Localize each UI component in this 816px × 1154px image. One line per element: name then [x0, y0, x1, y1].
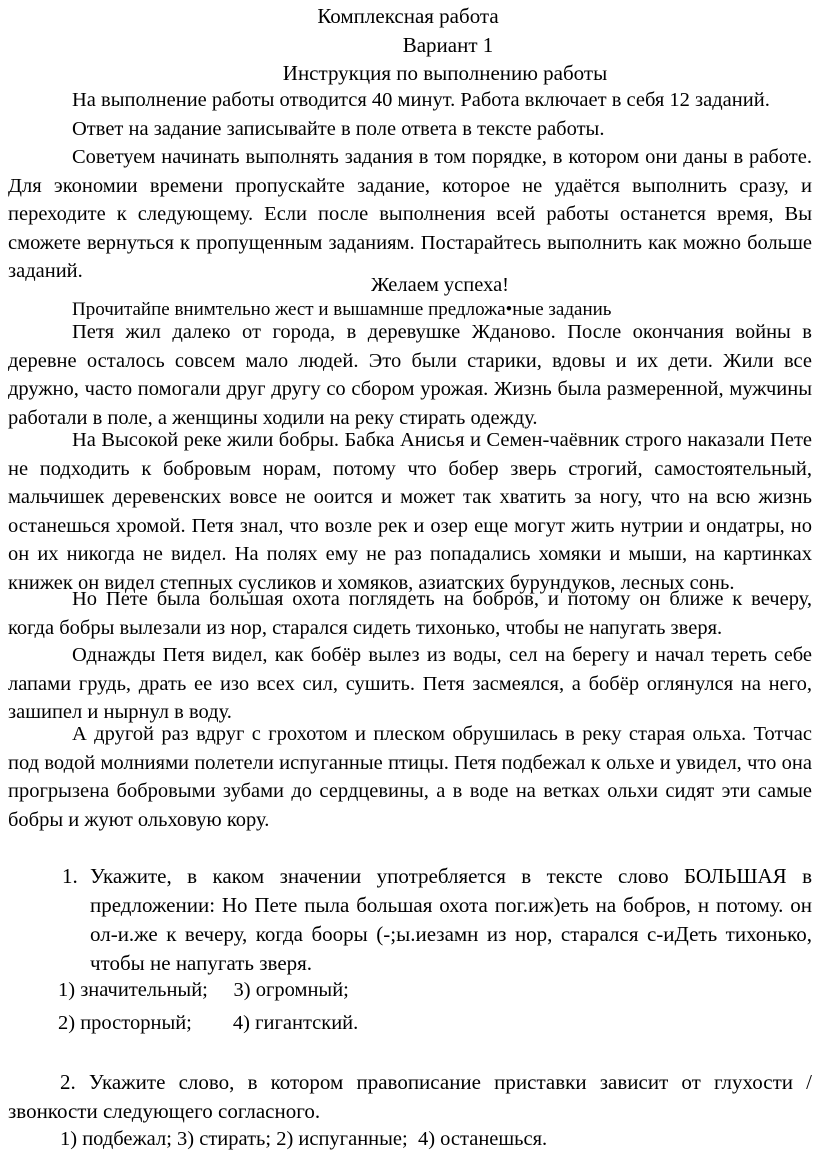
- question-1-text: Укажите, в каком значении употребляется в тексте слово БОЛЬШАЯ в предложении: Но Пете пыла большая охота пог.иж)еть на бобров, н потому. он ол-и.же к вечеру, когда бооры (-;ы.иезамн из нор, старался с-иДеть тихонько, чтобы не напугать зверя.: [90, 864, 812, 975]
- text-paragraph-3: Но Пете была большая охота поглядеть на бобров, и потому он ближе к вечеру, когда бобры вылезали из нор, старался сидеть тихонько, чтобы не напугать зверя.: [8, 588, 812, 639]
- question-1-number: 1.: [62, 864, 78, 888]
- task-prompt: Прочитайпе внимтельно жест и вышамнше предложа•ные заданиь: [72, 299, 612, 320]
- question-2-options: 1) подбежал; 3) стирать; 2) испуганные; 4) останешься.: [60, 1128, 548, 1150]
- variant-label: Вариант 1: [402, 33, 494, 57]
- question-2-text: 2. Укажите слово, в котором правописание приставки зависит от глухости / звонкости следующего согласного.: [8, 1070, 812, 1123]
- instruction-paragraph: Советуем начинать выполнять задания в том порядке, в котором они даны в работе. Для экономии времени пропускайте задание, которое не удаётся выполнить сразу, и переходите к следующему. Если после выполнения всей работы останется время, Вы сможете вернуться к пропущенным заданиям. Постарайтесь выполнить как можно больше заданий.: [8, 146, 812, 282]
- text-paragraph-4: Однажды Петя видел, как бобёр вылез из воды, сел на берегу и начал тереть себе лапами грудь, драть ее изо всех сил, сушить. Петя засмеялся, а бобёр оглянулся на него, зашипел и нырнул в воду.: [8, 644, 812, 723]
- question-1: [58, 862, 812, 978]
- text-paragraph-2: На Высокой реке жили бобры. Бабка Анисья и Семен-чаёвник строго наказали Пете не подходить к бобровым норам, потому что бобер зверь строгий, самостоятельный, мальчишек деревенских вовсе не ооится и может так хватить за ногу, что на всю жизнь останешься хромой. Петя знал, что возле рек и озер еще могут жить нутрии и ондатры, но он их никогда не видел. На полях ему не раз попадались хомяки и мыши, на картинках книжек он видел степных сусликов и хомяков, азиатских бурундуков, лесных сонь.: [8, 429, 812, 594]
- instruction-line-time: На выполнение работы отводится 40 минут. Работа включает в себя 12 заданий.: [72, 89, 770, 111]
- instruction-heading: Инструкция по выполнению работы: [282, 61, 608, 85]
- text-paragraph-5: А другой раз вдруг с грохотом и плеском обрушилась в реку старая ольха. Тотчас под водой молниями полетели испуганные птицы. Петя подбежал к ольхе и увидел, что она прогрызена бобровыми зубами до сердцевины, а в воде на ветках ольхи сидят эти самые бобры и жуют ольховую кору.: [8, 723, 812, 831]
- good-luck-text: Желаем успеха!: [370, 274, 509, 296]
- document-title: Комплексная работа: [317, 4, 499, 28]
- question-1-options-row-1: 1) значительный; 3) огромный;: [58, 979, 349, 1001]
- text-paragraph-1: Петя жил далеко от города, в деревушке Жданово. После окончания войны в деревне осталось совсем мало людей. Это были старики, вдовы и их дети. Жили все дружно, часто помогали друг другу со сбором урожая. Жизнь была размеренной, мужчины работали в поле, а женщины ходили на реку стирать одежду.: [8, 321, 812, 429]
- question-1-options-row-2: 2) просторный; 4) гигантский.: [58, 1012, 359, 1034]
- instruction-line-answer: Ответ на задание записывайте в поле ответа в тексте работы.: [72, 118, 605, 140]
